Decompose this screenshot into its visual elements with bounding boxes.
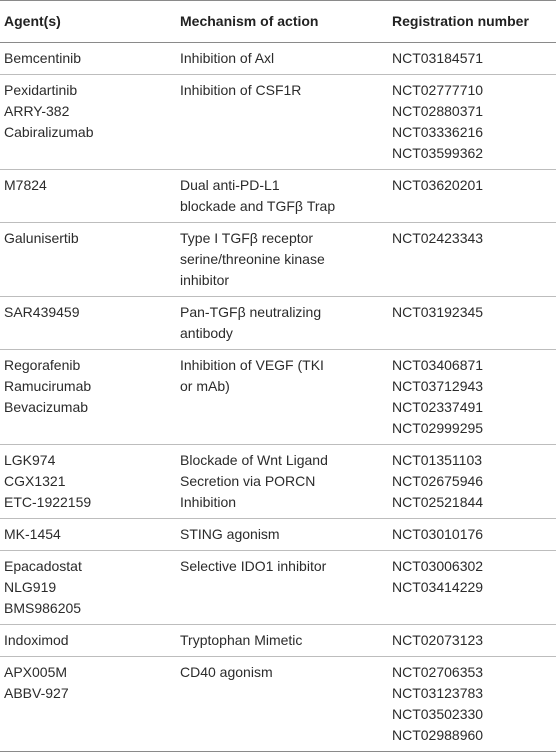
table-row xyxy=(0,519,556,551)
table-body xyxy=(0,43,556,752)
agent-name: Regorafenib xyxy=(4,357,81,373)
table-row xyxy=(0,43,556,75)
registration-number: NCT02423343 xyxy=(392,230,484,246)
registration-number: NCT03010176 xyxy=(392,526,484,542)
agent-name: ABBV-927 xyxy=(4,685,69,701)
mechanism-cell xyxy=(176,657,388,752)
registration-number: NCT03006302 xyxy=(392,558,484,574)
table-row xyxy=(0,350,556,445)
registration-cell xyxy=(388,657,556,752)
registration-cell xyxy=(388,350,556,445)
mechanism-cell xyxy=(176,350,388,445)
registration-number: NCT03414229 xyxy=(392,579,484,595)
mechanism-text: Type I TGFβ receptor xyxy=(180,230,314,246)
registration-number: NCT02675946 xyxy=(392,473,484,489)
agent-name: LGK974 xyxy=(4,452,56,468)
mechanism-text: Inhibition of Axl xyxy=(180,50,275,66)
registration-cell xyxy=(388,223,556,297)
agent-name: Pexidartinib xyxy=(4,82,78,98)
agents-cell xyxy=(0,75,176,170)
mechanism-text: Blockade of Wnt Ligand xyxy=(180,452,328,468)
registration-number: NCT02521844 xyxy=(392,494,484,510)
agent-name: BMS986205 xyxy=(4,600,82,616)
agent-name: Cabiralizumab xyxy=(4,124,94,140)
mechanism-text: Selective IDO1 inhibitor xyxy=(180,558,327,574)
agent-name: Ramucirumab xyxy=(4,378,92,394)
mechanism-cell xyxy=(176,445,388,519)
registration-cell xyxy=(388,170,556,223)
agents-cell xyxy=(0,445,176,519)
registration-number: NCT03336216 xyxy=(392,124,484,140)
mechanism-cell xyxy=(176,551,388,625)
agents-cell xyxy=(0,625,176,657)
registration-number: NCT03123783 xyxy=(392,685,484,701)
mechanism-cell xyxy=(176,170,388,223)
agent-name: Indoximod xyxy=(4,632,69,648)
registration-cell xyxy=(388,519,556,551)
agents-cell xyxy=(0,657,176,752)
table-row xyxy=(0,223,556,297)
registration-number: NCT03599362 xyxy=(392,145,484,161)
mechanism-text: Inhibition of CSF1R xyxy=(180,82,302,98)
registration-number: NCT03192345 xyxy=(392,304,484,320)
registration-number: NCT02777710 xyxy=(392,82,484,98)
registration-number: NCT02073123 xyxy=(392,632,484,648)
mechanism-cell xyxy=(176,519,388,551)
registration-number: NCT03712943 xyxy=(392,378,484,394)
registration-number: NCT03184571 xyxy=(392,50,484,66)
registration-number: NCT02337491 xyxy=(392,399,484,415)
agent-name: Bemcentinib xyxy=(4,50,82,66)
header-agents: Agent(s) xyxy=(4,13,61,29)
mechanism-text: blockade and TGFβ Trap xyxy=(180,198,336,214)
table-row xyxy=(0,551,556,625)
agent-name: Galunisertib xyxy=(4,230,79,246)
agent-name: Epacadostat xyxy=(4,558,82,574)
agents-cell xyxy=(0,43,176,75)
mechanism-text: Secretion via PORCN xyxy=(180,473,316,489)
mechanism-text: Dual anti-PD-L1 xyxy=(180,177,280,193)
registration-number: NCT03502330 xyxy=(392,706,484,722)
registration-cell xyxy=(388,551,556,625)
header-registration: Registration number xyxy=(392,13,529,29)
mechanism-cell xyxy=(176,75,388,170)
mechanism-cell xyxy=(176,625,388,657)
agents-cell xyxy=(0,223,176,297)
table-row xyxy=(0,445,556,519)
agent-name: NLG919 xyxy=(4,579,57,595)
registration-number: NCT02706353 xyxy=(392,664,484,680)
agent-name: CGX1321 xyxy=(4,473,66,489)
mechanism-text: serine/threonine kinase xyxy=(180,251,325,267)
registration-cell xyxy=(388,625,556,657)
registration-cell xyxy=(388,445,556,519)
registration-number: NCT02988960 xyxy=(392,727,484,743)
mechanism-text: or mAb) xyxy=(180,378,230,394)
table-row xyxy=(0,625,556,657)
registration-number: NCT01351103 xyxy=(392,452,483,468)
mechanism-text: inhibitor xyxy=(180,272,230,288)
registration-number: NCT02999295 xyxy=(392,420,484,436)
agent-name: ARRY-382 xyxy=(4,103,70,119)
mechanism-cell xyxy=(176,297,388,350)
header-row xyxy=(0,1,556,43)
mechanism-text: Tryptophan Mimetic xyxy=(180,632,303,648)
agents-cell xyxy=(0,551,176,625)
registration-number: NCT03620201 xyxy=(392,177,484,193)
table-row xyxy=(0,297,556,350)
agents-cell xyxy=(0,519,176,551)
table-row xyxy=(0,170,556,223)
table-row xyxy=(0,75,556,170)
mechanism-text: antibody xyxy=(180,325,233,341)
agents-cell xyxy=(0,297,176,350)
header-mechanism: Mechanism of action xyxy=(180,13,319,29)
mechanism-text: CD40 agonism xyxy=(180,664,273,680)
mechanism-text: STING agonism xyxy=(180,526,280,542)
mechanism-cell xyxy=(176,43,388,75)
agent-name: SAR439459 xyxy=(4,304,80,320)
registration-cell xyxy=(388,43,556,75)
agent-name: APX005M xyxy=(4,664,68,680)
agents-cell xyxy=(0,170,176,223)
agent-name: ETC-1922159 xyxy=(4,494,92,510)
agent-name: M7824 xyxy=(4,177,47,193)
mechanism-cell xyxy=(176,223,388,297)
registration-number: NCT03406871 xyxy=(392,357,484,373)
agents-cell xyxy=(0,350,176,445)
registration-number: NCT02880371 xyxy=(392,103,484,119)
agent-name: MK-1454 xyxy=(4,526,61,542)
mechanism-text: Pan-TGFβ neutralizing xyxy=(180,304,322,320)
table-row xyxy=(0,657,556,752)
registration-cell xyxy=(388,297,556,350)
agent-name: Bevacizumab xyxy=(4,399,89,415)
mechanism-text: Inhibition of VEGF (TKI xyxy=(180,357,324,373)
mechanism-text: Inhibition xyxy=(180,494,237,510)
table-header xyxy=(0,1,556,43)
registration-cell xyxy=(388,75,556,170)
